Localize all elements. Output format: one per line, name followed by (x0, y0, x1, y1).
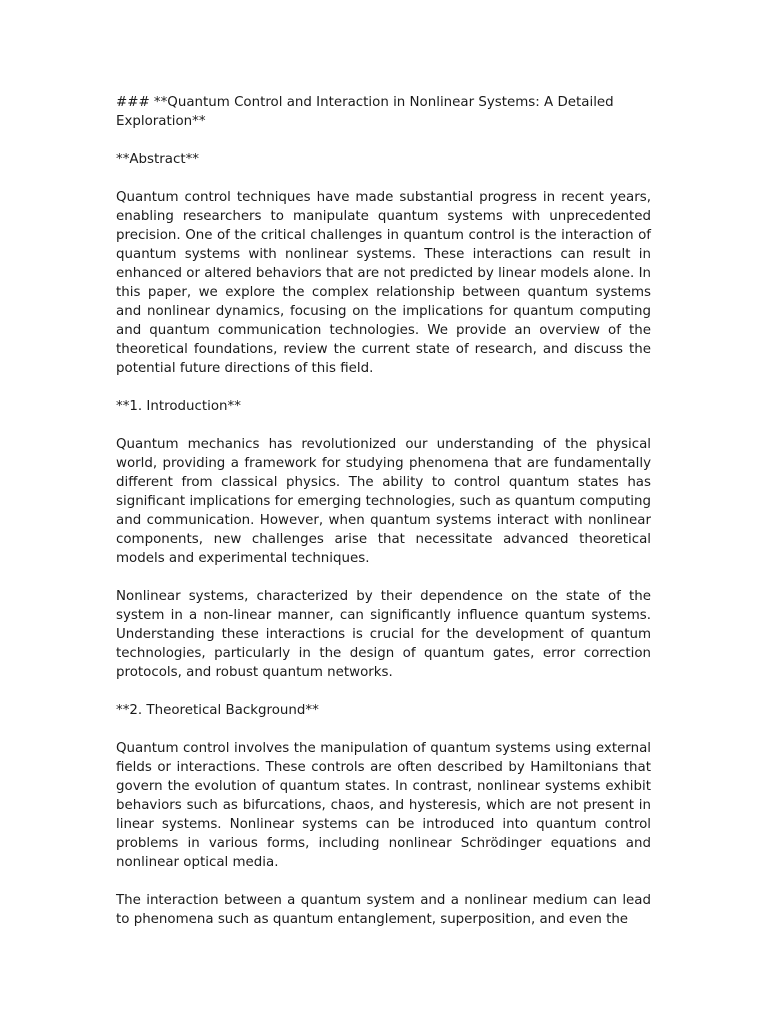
abstract-heading: **Abstract** (116, 152, 199, 167)
introduction-paragraph-1: Quantum mechanics has revolutionized our understanding of the physical world, providing a framework for studying phenomena that are fundamentally different from classical physics. The ability to control quantum states has significant implications for emerging technologies, such as quantum computing and communication. However, when quantum systems interact with nonlinear components, new challenges arise that necessitate advanced theoretical models and experimental techniques. (116, 437, 651, 566)
theoretical-background-paragraph-2: The interaction between a quantum system and a nonlinear medium can lead to phenomena such as quantum entanglement, superposition, and even the (116, 893, 651, 927)
introduction-paragraph-2: Nonlinear systems, characterized by their dependence on the state of the system in a non-linear manner, can significantly influence quantum systems. Understanding these interactions is crucial for the development of quantum technologies, particularly in the design of quantum gates, error correction protocols, and robust quantum networks. (116, 589, 651, 680)
document-page (116, 93, 651, 948)
introduction-heading: **1. Introduction** (116, 399, 241, 414)
theoretical-background-heading: **2. Theoretical Background** (116, 703, 319, 718)
theoretical-background-paragraph-1: Quantum control involves the manipulation of quantum systems using external fields or interactions. These controls are often described by Hamiltonians that govern the evolution of quantum states. In contrast, nonlinear systems exhibit behaviors such as bifurcations, chaos, and hysteresis, which are not present in linear systems. Nonlinear systems can be introduced into quantum control problems in various forms, including nonlinear Schrödinger equations and nonlinear optical media. (116, 741, 651, 870)
document-title: ### **Quantum Control and Interaction in Nonlinear Systems: A Detailed Exploration** (116, 95, 614, 129)
abstract-paragraph: Quantum control techniques have made substantial progress in recent years, enabling researchers to manipulate quantum systems with unprecedented precision. One of the critical challenges in quantum control is the interaction of quantum systems with nonlinear systems. These interactions can result in enhanced or altered behaviors that are not predicted by linear models alone. In this paper, we explore the complex relationship between quantum systems and nonlinear dynamics, focusing on the implications for quantum computing and quantum communication technologies. We provide an overview of the theoretical foundations, review the current state of research, and discuss the potential future directions of this field. (116, 190, 651, 376)
